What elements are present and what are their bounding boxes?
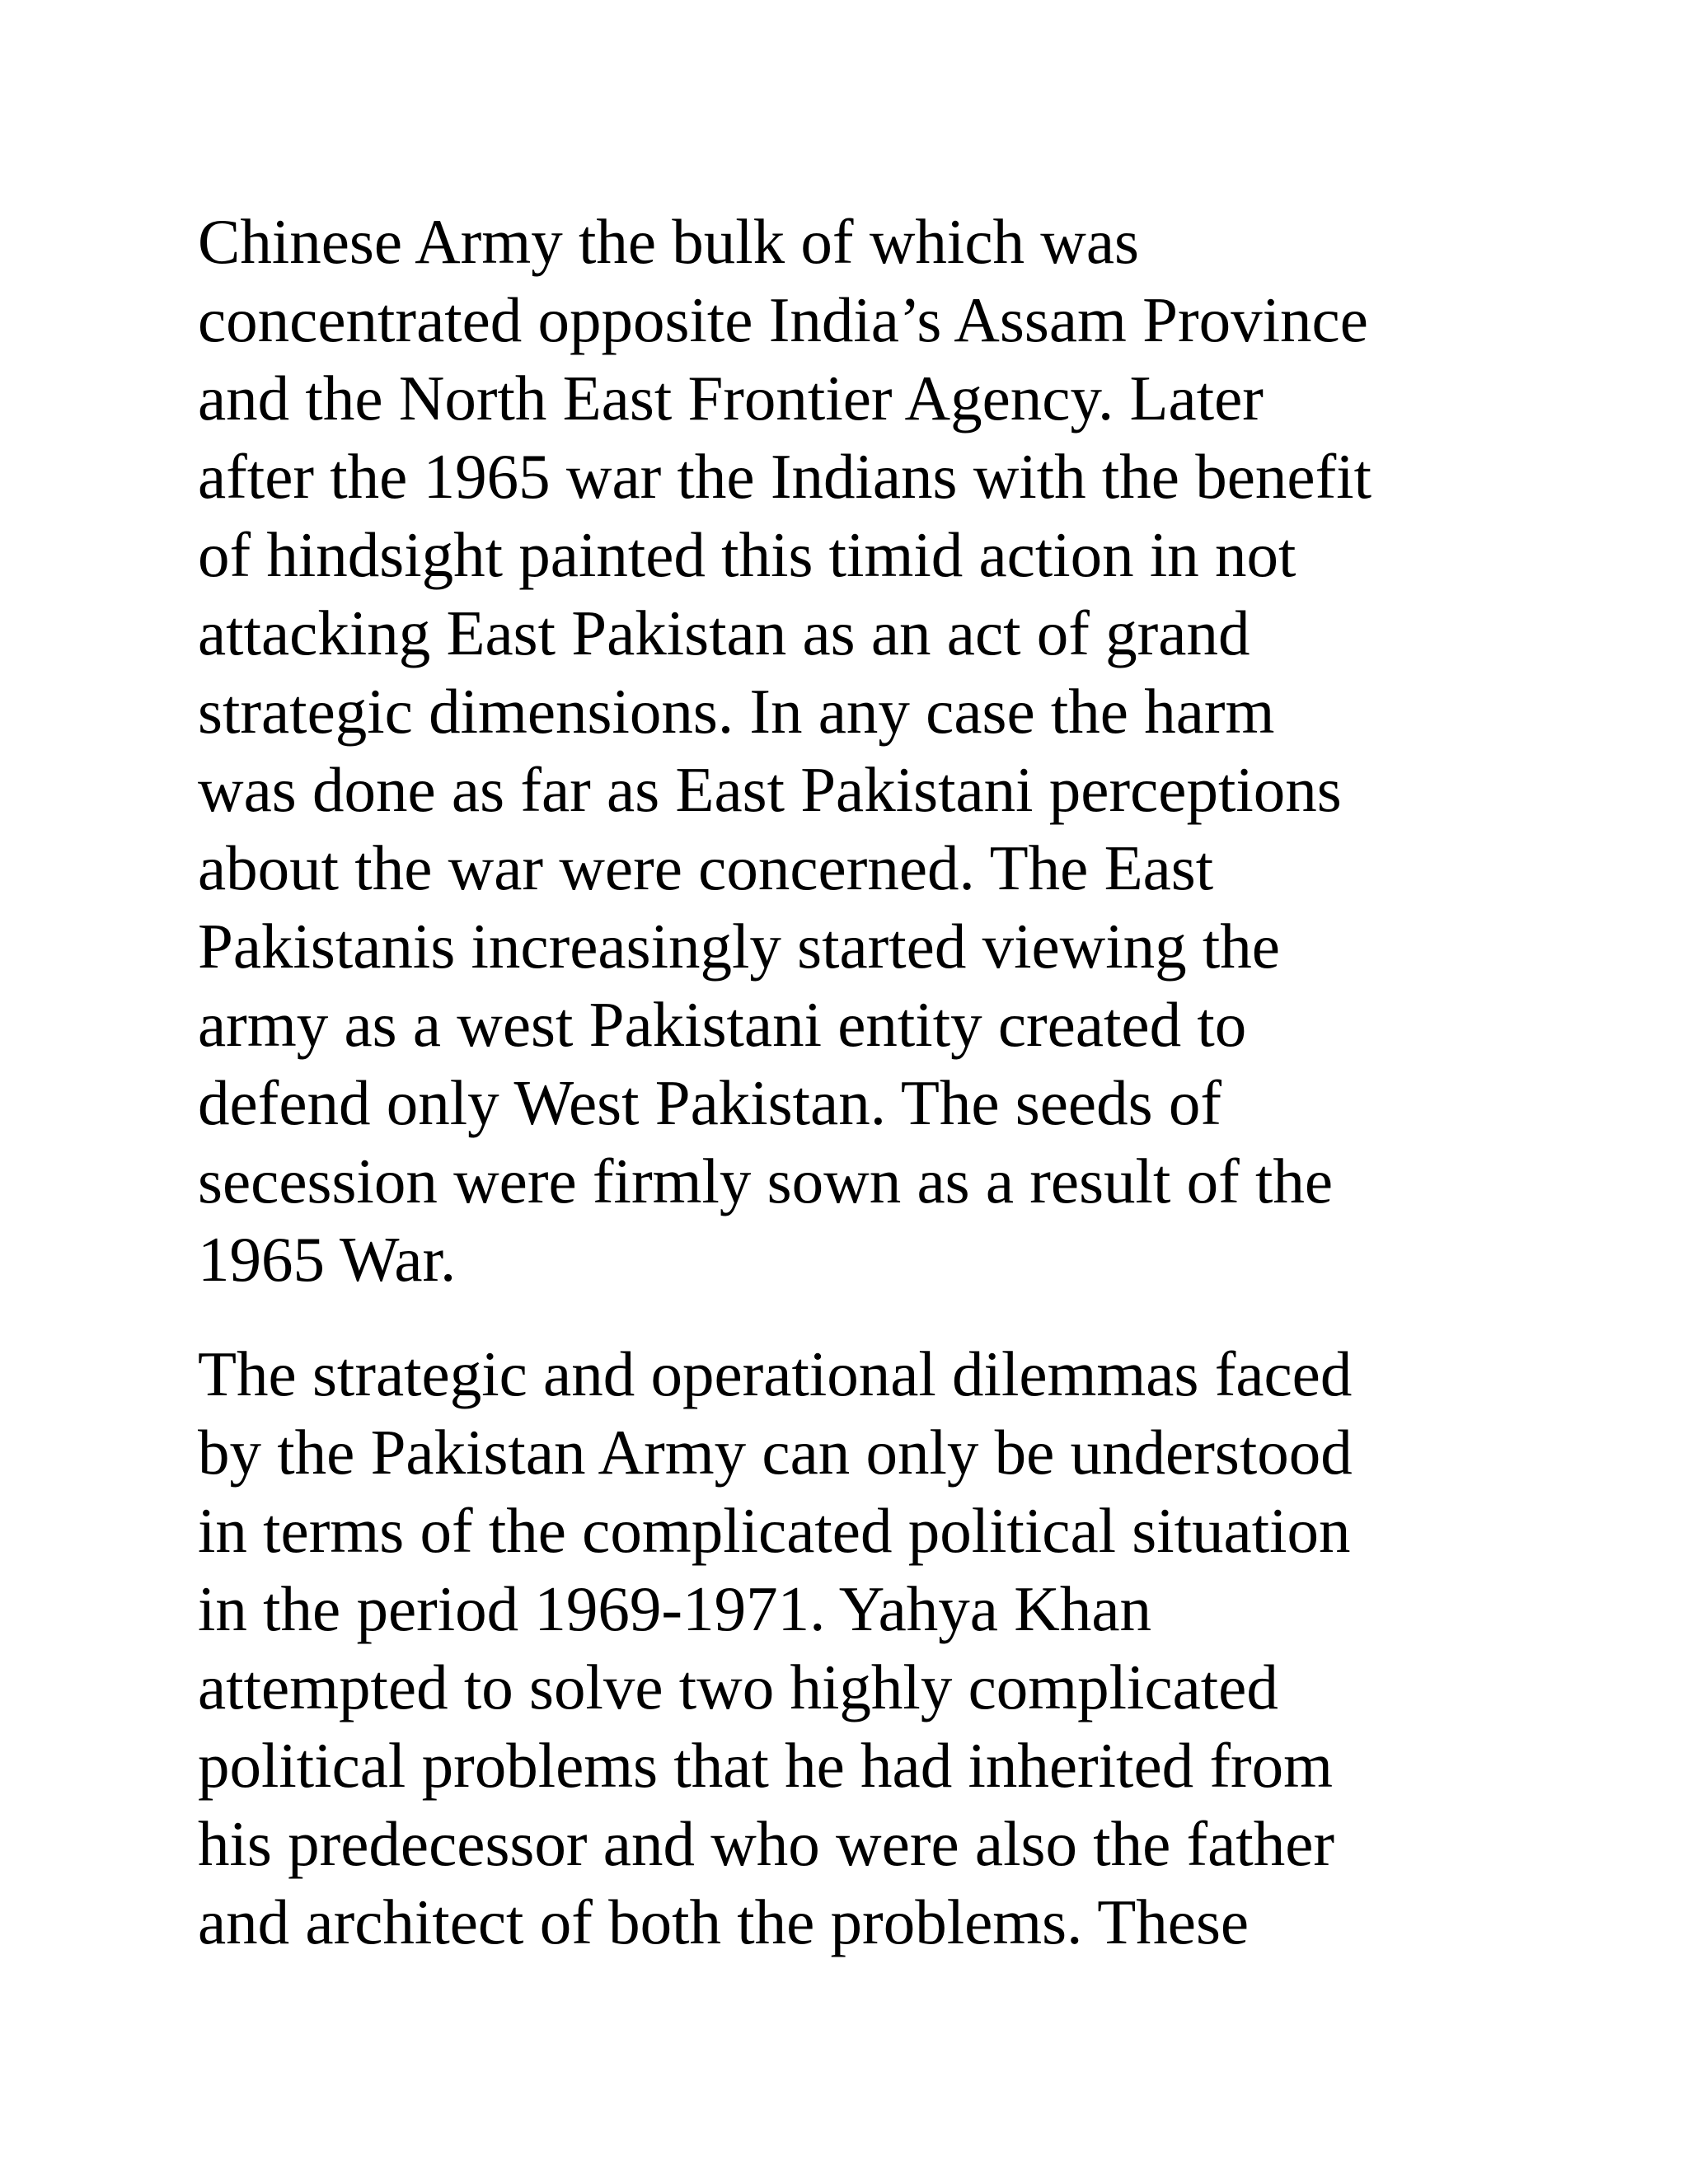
text-line: was done as far as East Pakistani perceptions (198, 754, 1342, 825)
text-line: about the war were concerned. The East (198, 832, 1214, 903)
text-line: by the Pakistan Army can only be understood (198, 1417, 1353, 1488)
text-line: Pakistanis increasingly started viewing the (198, 911, 1280, 982)
paragraph-1 (198, 203, 1550, 1299)
text-line: and the North East Frontier Agency. Later (198, 363, 1264, 434)
text-line: attempted to solve two highly complicated (198, 1652, 1278, 1722)
text-line: and architect of both the problems. These (198, 1886, 1250, 1957)
text-line: strategic dimensions. In any case the harm (198, 676, 1275, 747)
paragraph-2 (198, 1335, 1550, 1961)
text-line: after the 1965 war the Indians with the benefit (198, 441, 1372, 512)
text-line: 1965 War. (198, 1224, 457, 1295)
text-line: his predecessor and who were also the father (198, 1808, 1335, 1879)
text-line: army as a west Pakistani entity created to (198, 989, 1247, 1060)
text-line: Chinese Army the bulk of which was (198, 206, 1139, 277)
text-line: attacking East Pakistan as an act of grand (198, 598, 1250, 668)
text-line: The strategic and operational dilemmas faced (198, 1338, 1353, 1409)
text-line: in terms of the complicated political situation (198, 1495, 1351, 1566)
text-line: secession were firmly sown as a result of the (198, 1146, 1334, 1216)
text-line: in the period 1969-1971. Yahya Khan (198, 1573, 1151, 1644)
text-line: political problems that he had inherited from (198, 1730, 1334, 1801)
text-line: of hindsight painted this timid action in not (198, 519, 1296, 590)
text-line: defend only West Pakistan. The seeds of (198, 1067, 1221, 1138)
text-line: concentrated opposite India’s Assam Province (198, 284, 1368, 355)
